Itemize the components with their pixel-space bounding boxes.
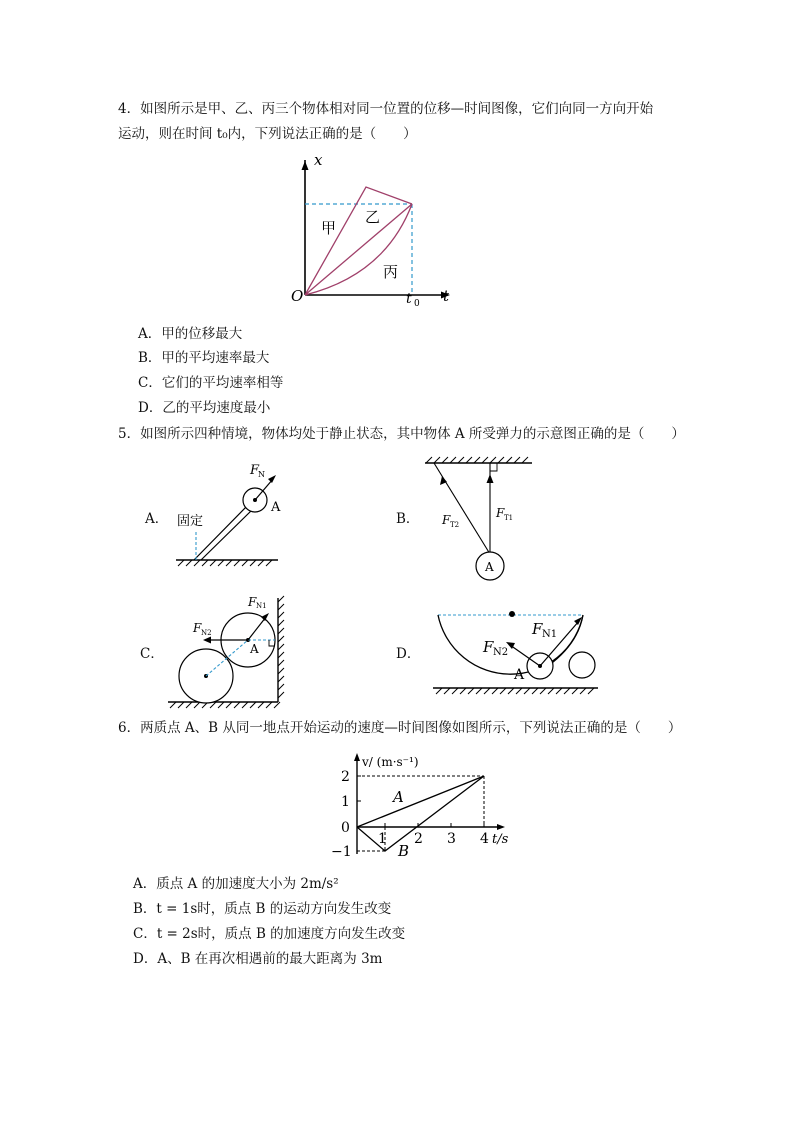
q5-option-c-label[interactable]: C．	[140, 646, 164, 662]
q6-option-b[interactable]: B．t = 1s时，质点 B 的运动方向发生改变	[133, 901, 392, 917]
q5b-f-t1-label: F	[496, 506, 505, 520]
q5c-f-n1-subscript: N1	[256, 602, 267, 610]
q5d-object-label: A	[514, 667, 525, 683]
q5-diagram-a	[168, 458, 298, 568]
q5-option-b-label[interactable]: B．	[396, 511, 420, 527]
q5d-f-n1-subscript: N1	[542, 629, 558, 640]
q4-option-b[interactable]: B．甲的平均速率最大	[138, 350, 270, 366]
q4-axis-y-label: x	[314, 151, 323, 169]
q5b-arrow-t2	[440, 476, 447, 485]
q6-y-tick-1: 1	[341, 794, 350, 810]
q6-velocity-time-graph	[320, 752, 520, 862]
q4-label-bing: 丙	[383, 263, 399, 281]
q4-t0-label: t	[406, 291, 412, 307]
q5a-force-label: F	[250, 463, 260, 478]
q4-origin-label: O	[291, 287, 304, 305]
q6-x-axis-arrow	[497, 824, 505, 830]
q5d-center-dot	[509, 611, 515, 617]
q5-stem: 5．如图所示四种情境，物体均处于静止状态，其中物体 A 所受弹力的示意图正确的是（ ）	[118, 426, 685, 442]
q6-option-c[interactable]: C．t = 2s时，质点 B 的加速度方向发生改变	[133, 926, 406, 942]
q6-x-tick-4: 4	[480, 831, 489, 847]
q5d-f-n1-label: F	[532, 620, 543, 638]
q5c-floor-hatch	[170, 702, 280, 708]
q5a-fixed-label: 固定	[177, 514, 204, 529]
q4-option-a[interactable]: A．甲的位移最大	[138, 326, 243, 342]
q6-x-tick-1: 1	[378, 831, 387, 847]
q6-option-d[interactable]: D．A、B 在再次相遇前的最大距离为 3m	[133, 951, 383, 967]
q5a-rod-edge2	[201, 509, 253, 560]
q6-label-a: A	[393, 788, 404, 806]
q5c-wall-hatch	[278, 596, 284, 698]
q4-option-d[interactable]: D．乙的平均速度最小	[138, 400, 271, 416]
q5c-force-n1-arrow	[248, 617, 266, 640]
q5b-f-t2-label: F	[442, 513, 451, 527]
q6-y-tick-0: 0	[341, 820, 350, 836]
q5d-outer-ball	[569, 652, 595, 678]
q6-y-tick-minus1: −1	[331, 844, 352, 860]
q5a-ground-hatch	[178, 560, 272, 566]
q5d-ground-hatch	[436, 688, 594, 694]
q4-stem-line2: 运动，则在时间 t₀内，下列说法正确的是（ ）	[118, 126, 417, 142]
q5a-force-subscript: N	[258, 470, 265, 479]
q5a-object-label: A	[271, 500, 281, 515]
q5c-f-n1-label: F	[248, 595, 257, 609]
q4-displacement-time-graph	[285, 151, 460, 310]
q5c-object-label: A	[250, 642, 259, 656]
q5d-f-n2-subscript: N2	[493, 647, 509, 658]
q6-x-tick-2: 2	[414, 831, 423, 847]
q5-option-d-label[interactable]: D．	[396, 646, 421, 662]
q5-option-a-label[interactable]: A．	[145, 511, 169, 527]
q4-curve-yi	[305, 204, 412, 295]
q6-y-tick-2: 2	[341, 769, 350, 785]
q5-diagram-b	[420, 452, 540, 582]
q5b-f-t1-subscript: T1	[504, 514, 514, 522]
q4-axis-x-label: t	[443, 287, 450, 305]
q4-number: 4．	[118, 101, 141, 117]
q6-stem: 6．两质点 A、B 从同一地点开始运动的速度—时间图像如图所示，下列说法正确的是（ ）	[118, 720, 682, 736]
q5-diagram-d	[428, 604, 608, 709]
q6-label-b: B	[398, 842, 410, 860]
q6-option-a[interactable]: A．质点 A 的加速度大小为 2m/s²	[133, 876, 339, 892]
q5b-ceiling-hatch	[426, 457, 528, 463]
q6-y-label: v/ (m·s⁻¹)	[362, 755, 419, 769]
q4-line1-text: 如图所示是甲、乙、丙三个物体相对同一位置的位移—时间图像，它们向同一方向开始	[140, 101, 654, 117]
q6-x-label: t/s	[492, 832, 509, 847]
q5-diagram-c	[168, 590, 298, 715]
q5b-right-angle-mark	[490, 463, 497, 471]
q4-label-yi: 乙	[365, 208, 381, 226]
q5b-f-t2-subscript: T2	[450, 521, 460, 529]
q4-y-axis-arrow	[302, 161, 309, 170]
q4-t0-subscript: 0	[414, 299, 420, 309]
q5c-f-n2-label: F	[193, 621, 202, 635]
q5d-f-n2-label: F	[483, 638, 494, 656]
q5c-f-n2-subscript: N2	[201, 629, 212, 637]
q5b-object-label: A	[485, 560, 494, 574]
q4-label-jia: 甲	[321, 219, 337, 237]
q6-y-axis-arrow	[354, 753, 360, 761]
q4-option-c[interactable]: C．它们的平均速率相等	[138, 375, 284, 391]
q4-stem-line1	[118, 99, 653, 119]
q6-x-tick-3: 3	[447, 831, 456, 847]
q5b-arrow-t1	[487, 474, 494, 483]
q6-line-a	[357, 776, 484, 827]
